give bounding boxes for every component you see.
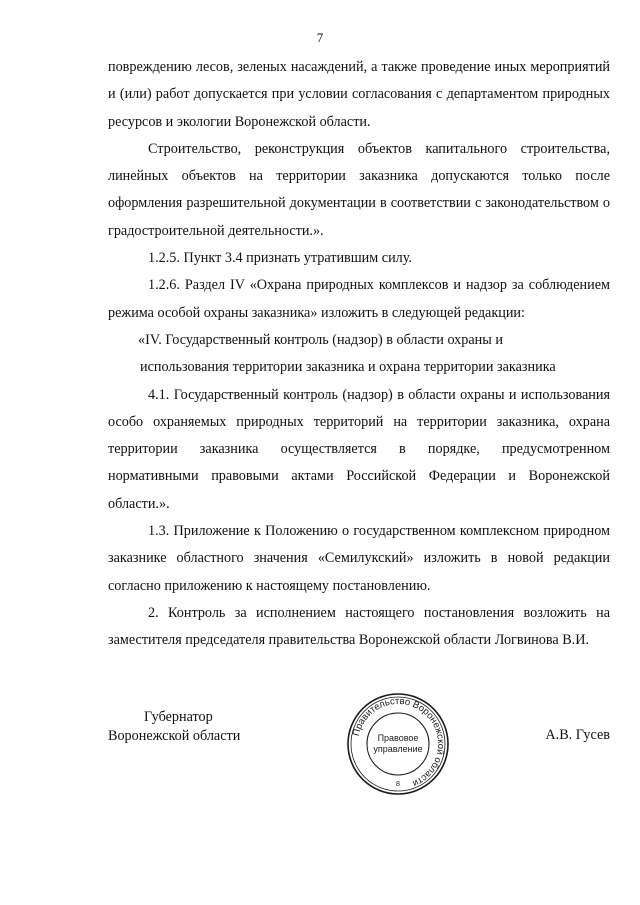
- stamp-number: 8: [396, 781, 400, 788]
- official-stamp: [344, 690, 452, 798]
- document-body: [108, 54, 610, 655]
- signature-block: [108, 708, 240, 746]
- paragraph-6: 1.3. Приложение к Положению о государственном комплексном природном заказнике областного значения «Семилукский» изложить в новой редакции согласно приложению к настоящему постановлению.: [108, 523, 610, 594]
- page-number: 7: [316, 30, 324, 45]
- section-heading-line-2: использования территории заказника и охрана территории заказника: [140, 359, 556, 376]
- stamp-inner-line-1: Правовое: [377, 733, 419, 743]
- signatory-name: А.В. Гусев: [545, 727, 610, 743]
- signatory-title: Губернатор: [144, 709, 213, 725]
- paragraph-7: 2. Контроль за исполнением настоящего постановления возложить на заместителя председателя правительства Воронежской области Логвинова В.И.: [108, 604, 610, 649]
- paragraph-4: 1.2.6. Раздел IV «Охрана природных комплексов и надзор за соблюдением режима особой охраны заказника» изложить в следующей редакции:: [108, 277, 610, 321]
- paragraph-3: 1.2.5. Пункт 3.4 признать утратившим силу.: [148, 250, 412, 267]
- signatory-region: Воронежской области: [108, 728, 241, 744]
- paragraph-5: 4.1. Государственный контроль (надзор) в области охраны и использования особо охраняемых природных территорий на территории заказника, охрана территории заказника осуществляется в порядке, предусмотренном нормативными правовыми актами Российской Федерации и Воронежской области.».: [108, 386, 610, 512]
- stamp-outer-text: Правительство Воронежской области: [350, 695, 447, 789]
- paragraph-2: Строительство, реконструкция объектов капитального строительства, линейных объектов на территории заказника допускаются только после оформления разрешительной документации в соответствии с законодательством о градостроительной деятельности.».: [108, 140, 610, 239]
- section-heading-line-1: «IV. Государственный контроль (надзор) в области охраны и: [138, 331, 503, 348]
- paragraph-1: повреждению лесов, зеленых насаждений, а также проведение иных мероприятий и (или) работ допускается при условии согласования с департаментом природных ресурсов и экологии Воронежской области.: [108, 59, 610, 130]
- stamp-inner-line-2: управление: [373, 744, 423, 754]
